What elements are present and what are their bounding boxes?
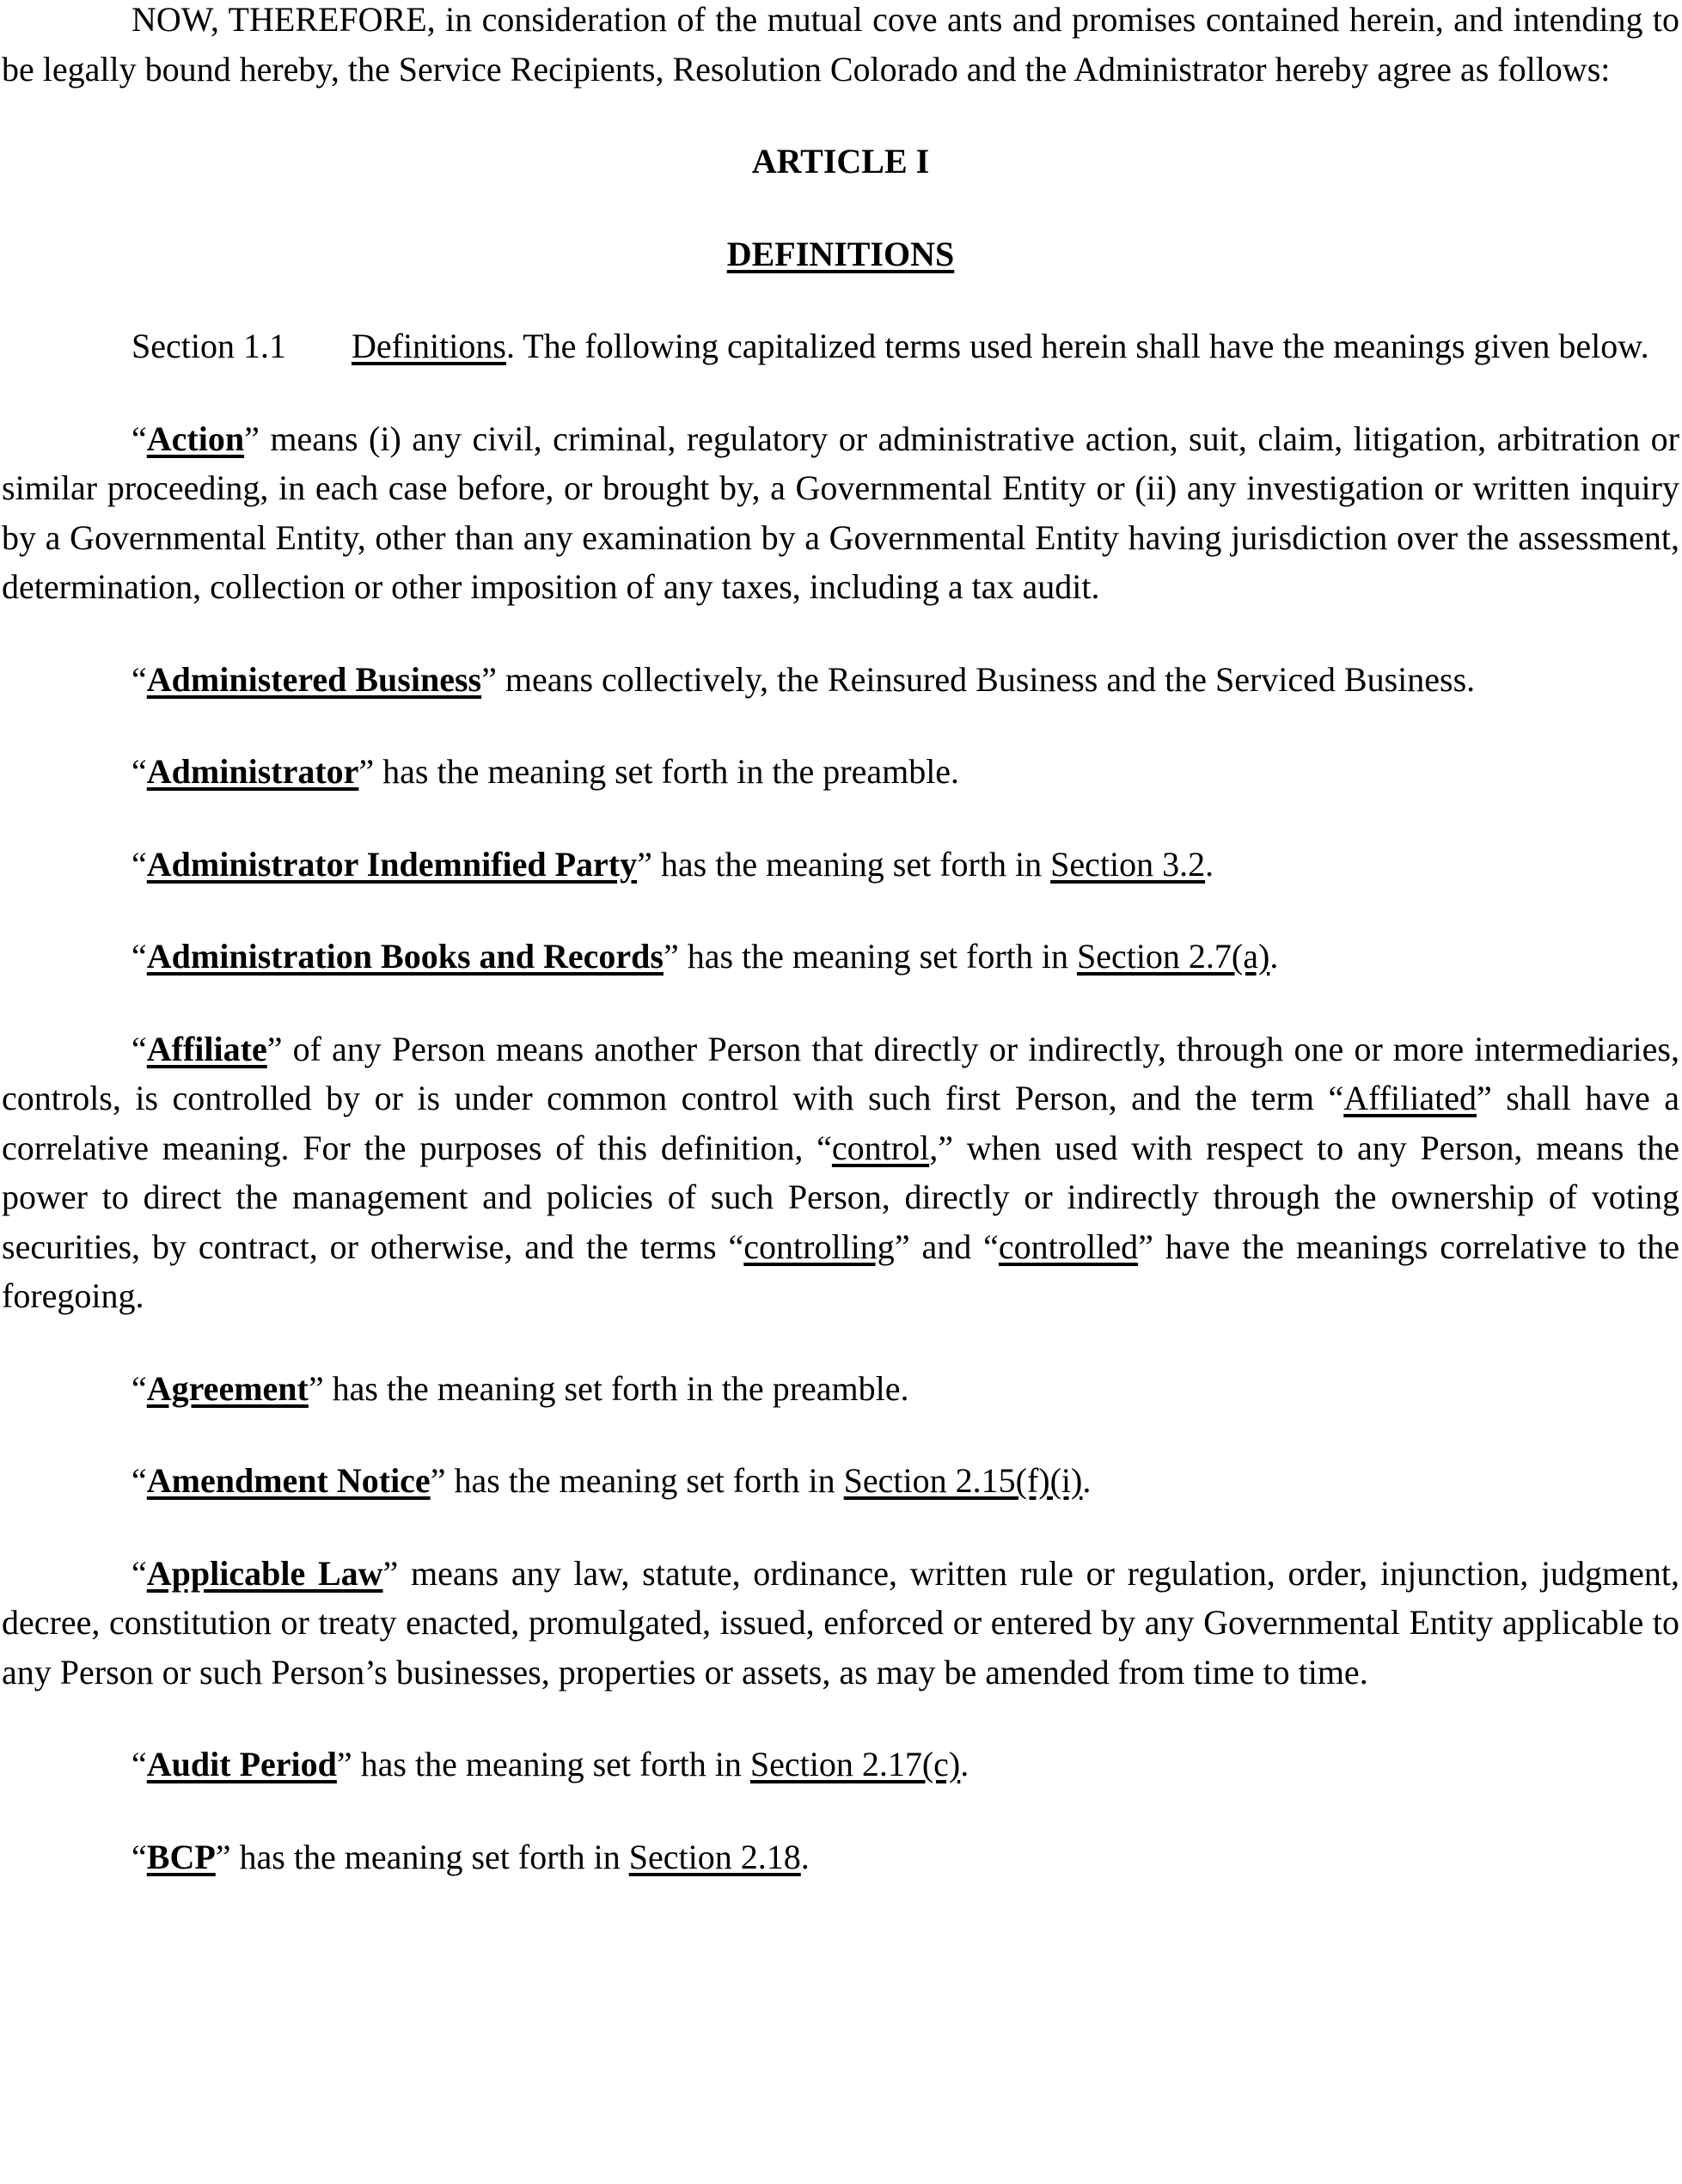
definition-administrator-indemnified-party [2, 840, 1679, 890]
defined-term: BCP [146, 1837, 216, 1876]
definition-agreement [2, 1364, 1679, 1414]
defined-term: Audit Period [146, 1745, 337, 1783]
definition-text: . [1082, 1461, 1092, 1500]
section-reference-link[interactable]: Section 3.2 [1050, 844, 1206, 884]
section-reference-link[interactable]: Section 2.18 [628, 1837, 801, 1876]
definition-text: ” has the meaning set forth in the preamble. [308, 1368, 909, 1408]
definition-text: ” has the meaning set forth in [336, 1745, 750, 1783]
article-title: DEFINITIONS [726, 234, 955, 273]
definition-text: “ [132, 752, 147, 791]
section-reference-link[interactable]: Section 2.15(f)(i) [843, 1461, 1083, 1500]
section-title: Definitions [351, 327, 506, 365]
definition-text: ” has the meaning set forth in the preamble. [358, 752, 960, 791]
definition-text: “ [132, 1461, 147, 1500]
definition-administered-business [2, 655, 1679, 705]
definition-text: . [800, 1837, 810, 1876]
definition-text: ” have the meanings correlative to the foregoing. [2, 1227, 1680, 1315]
definition-text: “ [132, 1745, 147, 1783]
section-text: . The following capitalized terms used herein shall have the meanings given below. [505, 327, 1649, 365]
defined-term: Affiliate [146, 1029, 267, 1068]
definition-text: “ [132, 844, 147, 884]
definition-text: “ [132, 937, 147, 976]
definition-text: ” means (i) any civil, criminal, regulatory or administrative action, suit, claim, litigation, arbitration or similar proceeding, in each case before, or brought by, a Governmental Entity or (ii) any investigation or written inquiry by a Governmental Entity, other than any examination by a Governmental Entity having jurisdiction over the assessment, determination, collection or other imposition of any taxes, including a tax audit. [2, 419, 1679, 606]
article-heading: ARTICLE I [751, 142, 930, 180]
preamble-paragraph: NOW, THEREFORE, in consideration of the mutual cove ants and promises contained herein, and intending to be legally bound hereby, the Service Recipients, Resolution Colorado and the Administrator hereby agree as follows: [2, 0, 1679, 89]
section-number: Section 1.1 [132, 327, 286, 365]
section-reference-link[interactable]: Section 2.7(a) [1076, 937, 1270, 976]
definition-action [2, 414, 1679, 612]
definition-text: ” and “ [894, 1227, 999, 1266]
defined-term: Amendment Notice [146, 1461, 431, 1500]
defined-term: Applicable Law [146, 1553, 383, 1593]
definition-text: ” means any law, statute, ordinance, written rule or regulation, order, injunction, judgment, decree, constitution or treaty enacted, promulgated, issued, enforced or entered by any Governmental Entity applicable to any Person or such Person’s businesses, properties or assets, as may be amended from time to time. [2, 1553, 1679, 1692]
definition-text: ” shall have a correlative meaning. For the purposes of this definition, “ [2, 1079, 1680, 1167]
definition-text: . [1205, 844, 1214, 884]
definition-text: “ [132, 1837, 147, 1876]
definition-bcp [2, 1832, 1679, 1882]
underlined-term: Affiliated [1343, 1079, 1477, 1117]
definition-text: ” has the meaning set forth in [637, 844, 1051, 884]
definition-text: “ [132, 419, 147, 458]
defined-term: Administered Business [146, 659, 482, 699]
definition-text: ” has the meaning set forth in [663, 937, 1077, 976]
definition-text: “ [132, 1553, 147, 1593]
definition-text: . [960, 1745, 969, 1783]
definitions-list [2, 414, 1679, 1882]
definition-audit-period [2, 1740, 1679, 1789]
definition-text: . [1269, 937, 1279, 976]
definition-text: “ [132, 659, 147, 699]
defined-term: Administrator [146, 752, 359, 791]
definition-administration-books-and-records [2, 932, 1679, 982]
underlined-term: control [831, 1128, 930, 1167]
definition-text: “ [132, 1029, 147, 1068]
definition-text: ” has the meaning set forth in [215, 1837, 629, 1876]
section-reference-link[interactable]: Section 2.17(c) [749, 1745, 961, 1783]
definition-text: ,” when used with respect to any Person, means the power to direct the management and policies of such Person, directly or indirectly through the ownership of voting securities, by contract, or otherwise, and the terms “ [2, 1128, 1679, 1266]
underlined-term: controlling [743, 1227, 895, 1266]
definition-text: “ [132, 1368, 147, 1408]
underlined-term: controlled [998, 1227, 1139, 1266]
definition-text: ” means collectively, the Reinsured Business and the Serviced Business. [481, 659, 1476, 699]
definition-applicable-law [2, 1549, 1679, 1698]
definition-text: ” has the meaning set forth in [430, 1461, 844, 1500]
article-title-wrap [2, 229, 1679, 279]
defined-term: Administrator Indemnified Party [146, 844, 638, 884]
definition-administrator [2, 747, 1679, 797]
defined-term: Administration Books and Records [146, 937, 664, 976]
definition-text: ” of any Person means another Person that directly or indirectly, through one or more intermediaries, controls, is controlled by or is under common control with such first Person, and the term “ [2, 1029, 1679, 1117]
defined-term: Agreement [146, 1368, 309, 1408]
defined-term: Action [146, 419, 245, 458]
section-1-1-paragraph [2, 321, 1679, 371]
definition-amendment-notice [2, 1456, 1679, 1506]
definition-affiliate [2, 1025, 1679, 1321]
